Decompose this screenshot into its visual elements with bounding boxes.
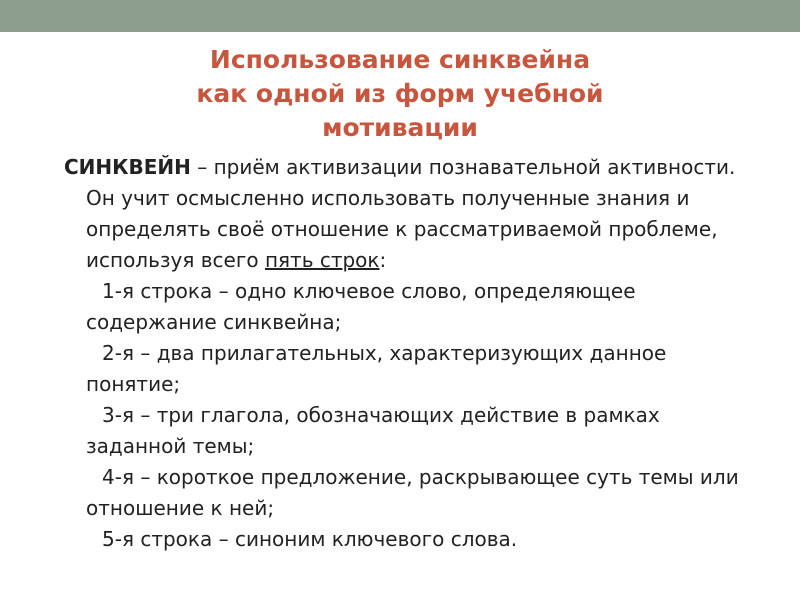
slide-body bbox=[64, 152, 764, 555]
top-band bbox=[0, 0, 800, 32]
intro-end: : bbox=[379, 248, 387, 272]
line-item-3: 3-я – три глагола, обозначающих действие в рамках заданной темы; bbox=[86, 403, 660, 458]
line-item-5: 5-я строка – синоним ключевого слова. bbox=[102, 527, 518, 551]
line-item-4: 4-я – короткое предложение, раскрывающее суть темы или отношение к ней; bbox=[86, 465, 739, 520]
line-item-2: 2-я – два прилагательных, характеризующих данное понятие; bbox=[86, 341, 667, 396]
intro-text: – приём активизации познавательной активности. Он учит осмысленно использовать полученные знания и определять своё отношение к рассматриваемой проблеме, используя всего bbox=[86, 155, 736, 272]
term-sinkveyn: СИНКВЕЙН bbox=[64, 155, 191, 179]
line-item-1: 1-я строка – одно ключевое слово, определяющее содержание синквейна; bbox=[86, 279, 636, 334]
slide-title: Использование синквейна как одной из форм учебной мотивации bbox=[196, 45, 604, 142]
underlined-five-lines: пять строк bbox=[264, 248, 380, 272]
intro-paragraph bbox=[64, 152, 764, 276]
